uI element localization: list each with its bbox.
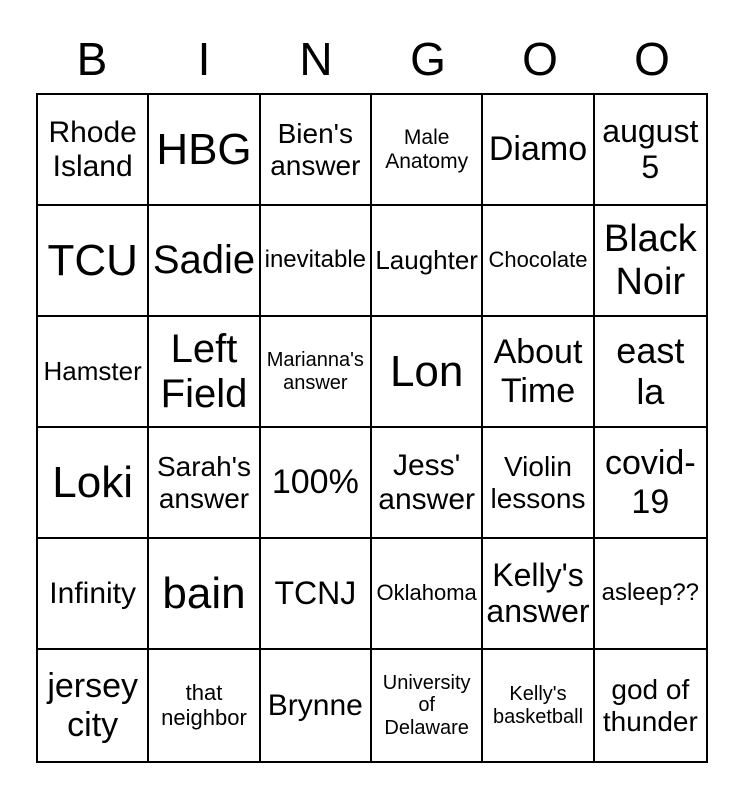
bingo-header-letter-o1: O xyxy=(522,33,558,85)
bingo-cell-r6c6[interactable]: god of thunder xyxy=(602,674,698,737)
bingo-cell-r2c4[interactable]: Laughter xyxy=(372,206,483,317)
bingo-cell-r4c2[interactable]: Sarah's answer xyxy=(149,428,260,539)
bingo-cell-r2c1[interactable]: TCU xyxy=(38,206,149,317)
bingo-header-letter-i: I xyxy=(197,33,211,85)
bingo-cell-r6c4[interactable]: University of Delaware xyxy=(372,650,483,761)
bingo-cell-r6c2[interactable]: that neighbor xyxy=(149,650,260,761)
bingo-cell-r1c4[interactable]: Male Anatomy xyxy=(372,95,483,206)
bingo-cell-r4c3[interactable]: 100% xyxy=(261,428,372,539)
bingo-cell-r3c2[interactable]: Left Field xyxy=(149,317,260,428)
bingo-header-letter-o2: O xyxy=(634,33,670,85)
bingo-cell-r4c6[interactable]: covid-19 xyxy=(595,428,706,539)
bingo-cell-r2c2[interactable]: Sadie xyxy=(149,206,260,317)
bingo-cell-r4c4[interactable]: Jess' answer xyxy=(372,428,483,539)
bingo-cell-r2c6[interactable]: Black Noir xyxy=(595,206,706,317)
bingo-cell-r5c5[interactable]: Kelly's answer xyxy=(483,539,594,650)
bingo-cell-r6c1[interactable]: jersey city xyxy=(38,650,149,761)
bingo-cell-r2c5[interactable]: Chocolate xyxy=(483,206,594,317)
bingo-cell-r5c6[interactable]: asleep?? xyxy=(595,539,706,650)
bingo-cell-r5c2[interactable]: bain xyxy=(149,539,260,650)
bingo-cell-r2c3[interactable]: inevitable xyxy=(261,206,372,317)
bingo-cell-r1c2[interactable]: HBG xyxy=(149,95,260,206)
bingo-cell-r4c5[interactable]: Violin lessons xyxy=(483,428,594,539)
bingo-cell-r5c3[interactable]: TCNJ xyxy=(261,539,372,650)
bingo-cell-r3c6[interactable]: east la xyxy=(595,317,706,428)
bingo-cell-r1c1[interactable]: Rhode Island xyxy=(38,95,149,206)
bingo-header-letter-b: B xyxy=(76,33,108,85)
bingo-cell-r5c1[interactable]: Infinity xyxy=(38,539,149,650)
bingo-cell-r3c5[interactable]: About Time xyxy=(483,317,594,428)
bingo-grid xyxy=(36,93,708,763)
bingo-cell-r3c4[interactable]: Lon xyxy=(372,317,483,428)
bingo-cell-r1c6[interactable]: august 5 xyxy=(595,95,706,206)
bingo-header xyxy=(36,26,708,92)
bingo-cell-r6c3[interactable]: Brynne xyxy=(261,650,372,761)
bingo-header-letter-g: G xyxy=(410,33,446,85)
bingo-cell-r1c5[interactable]: Diamo xyxy=(483,95,594,206)
bingo-cell-r5c4[interactable]: Oklahoma xyxy=(372,539,483,650)
bingo-header-letter-n: N xyxy=(299,33,333,85)
bingo-cell-r4c1[interactable]: Loki xyxy=(38,428,149,539)
bingo-cell-r6c5[interactable]: Kelly's basketball xyxy=(483,650,594,761)
bingo-cell-r3c3[interactable]: Marianna's answer xyxy=(261,317,372,428)
bingo-cell-r3c1[interactable]: Hamster xyxy=(38,317,149,428)
bingo-cell-r1c3[interactable]: Bien's answer xyxy=(261,95,372,206)
